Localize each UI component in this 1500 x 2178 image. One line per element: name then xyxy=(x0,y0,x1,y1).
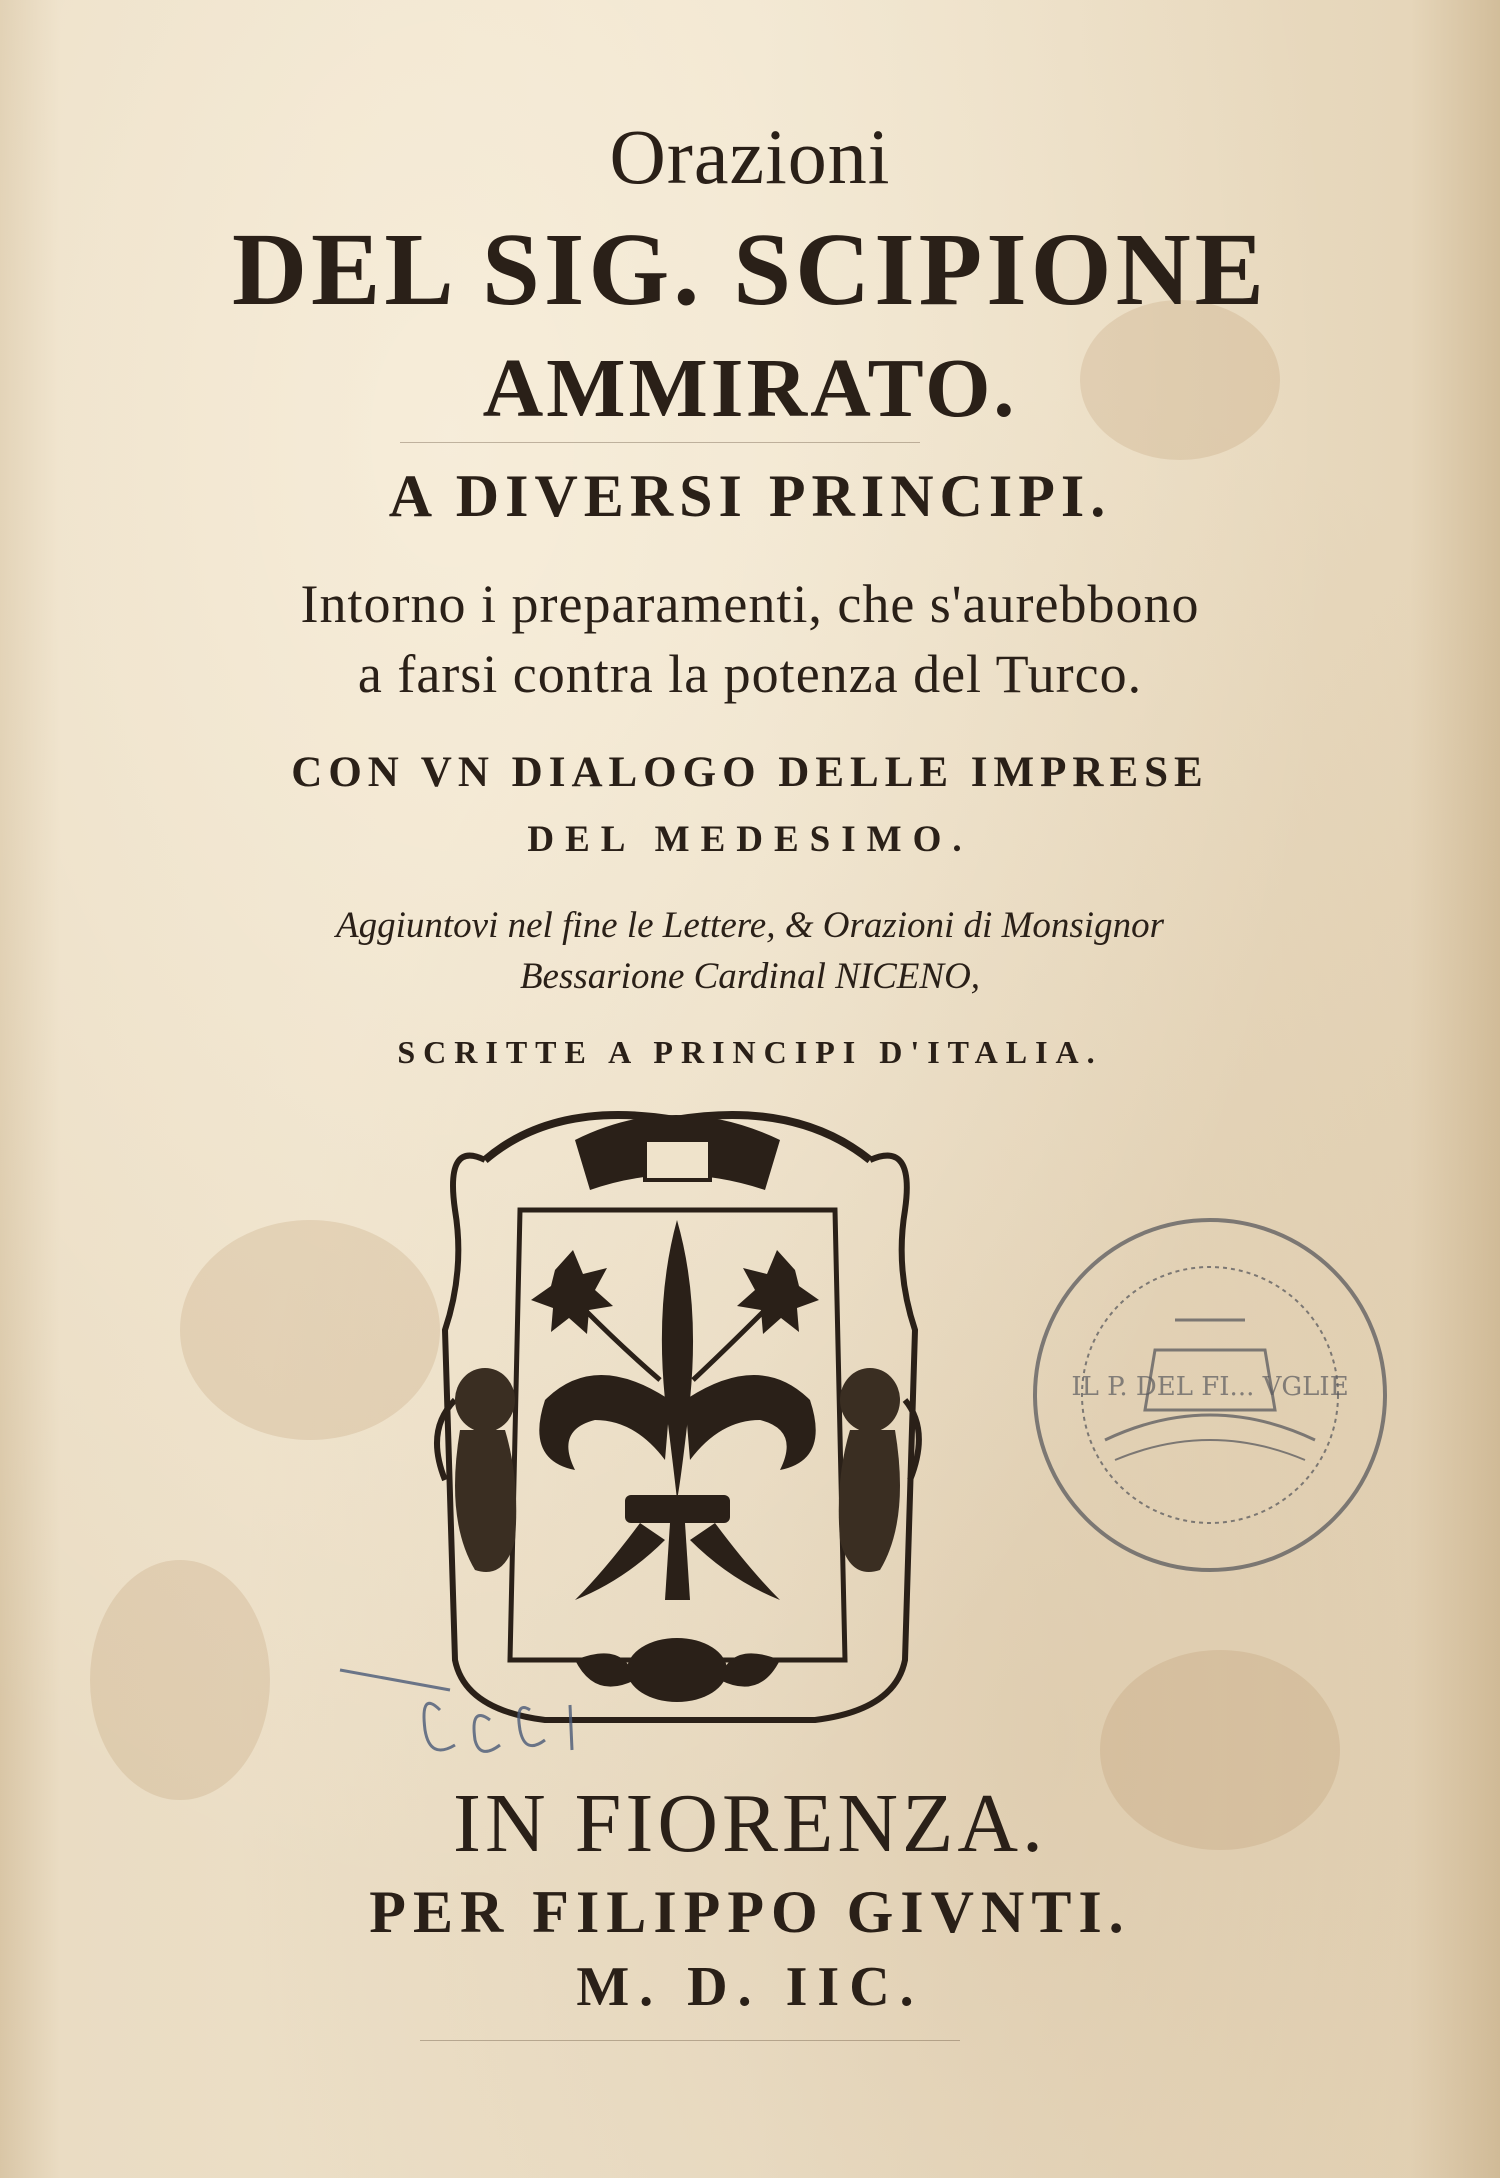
imprint-date: M. D. IIC. xyxy=(576,1956,924,2018)
handwritten-shelfmark-icon xyxy=(330,1650,630,1770)
dialogue-line-2: DEL MEDESIMO. xyxy=(527,819,973,860)
dialogue-line-1: CON VN DIALOGO DELLE IMPRESE xyxy=(291,749,1209,796)
title-line-author-2: AMMIRATO. xyxy=(482,342,1018,435)
title-line-orazioni: Orazioni xyxy=(609,113,891,200)
imprint-rule xyxy=(420,2040,960,2041)
title-rule xyxy=(400,442,920,443)
title-line-recipients: A DIVERSI PRINCIPI. xyxy=(388,463,1112,529)
library-stamp-icon xyxy=(1025,1210,1395,1580)
stamp-text: IL P. DEL FI... VGLIE xyxy=(1071,1372,1349,1402)
appendix-line-2: Bessarione Cardinal NICENO, xyxy=(519,956,981,997)
imprint-place: IN FIORENZA. xyxy=(453,1777,1047,1870)
foxing-spot xyxy=(180,1220,440,1440)
title-line-author-1: DEL SIG. SCIPIONE xyxy=(231,212,1269,327)
appendix-line-1: Aggiuntovi nel fine le Lettere, & Orazioni di Monsignor xyxy=(336,905,1164,946)
subtitle-line-1: Intorno i preparamenti, che s'aurebbono xyxy=(300,574,1200,634)
subtitle-line-2: a farsi contra la potenza del Turco. xyxy=(357,644,1143,704)
foxing-spot xyxy=(90,1560,270,1800)
appendix-line-3: SCRITTE A PRINCIPI D'ITALIA. xyxy=(397,1034,1103,1070)
florentine-lily-device-icon xyxy=(425,1100,930,1740)
imprint-printer: PER FILIPPO GIVNTI. xyxy=(369,1879,1131,1945)
